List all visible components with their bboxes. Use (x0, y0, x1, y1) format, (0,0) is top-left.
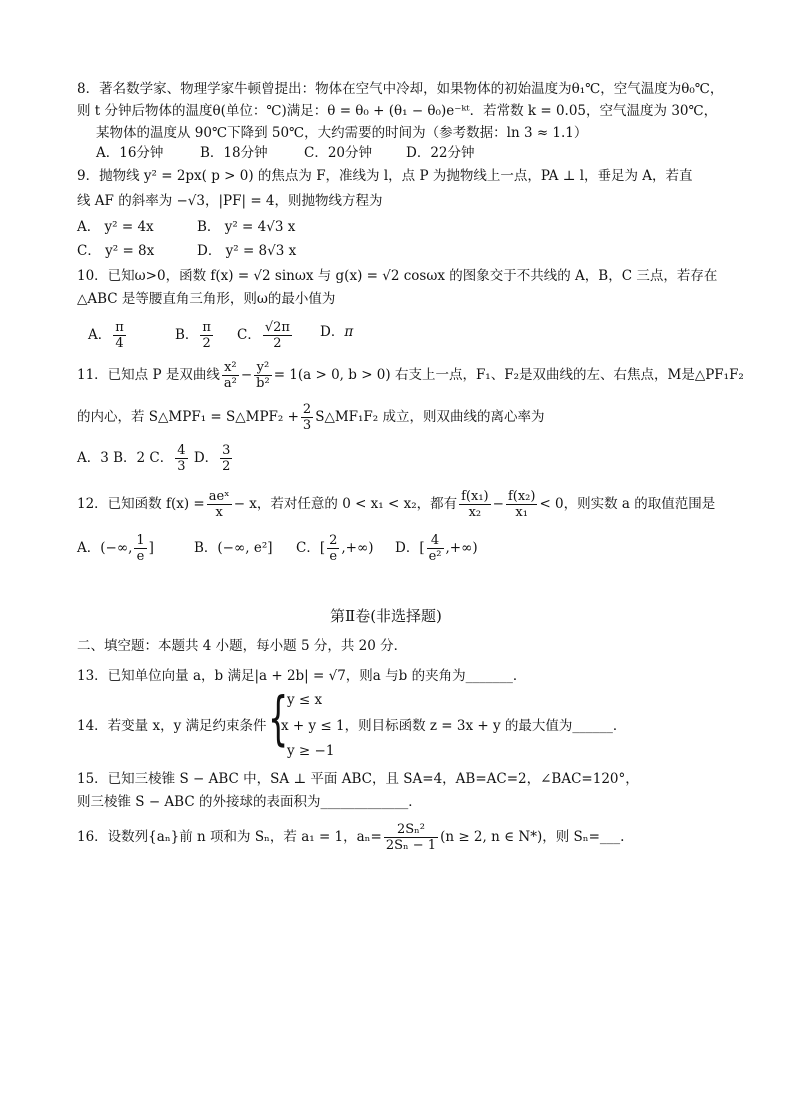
part2-title: 第Ⅱ卷(非选择题) (330, 607, 442, 625)
fraction: $\frac{2}{3}$ (302, 402, 312, 433)
fraction: $\frac{\text{y²}}{\text{b²}}$ (256, 360, 270, 391)
fraction: $\frac{√2\pi}{2}$ (264, 320, 290, 351)
q8-line1: 8．著名数学家、物理学家牛顿曾提出：物体在空气中冷却，如果物体的初始温度为θ₁℃，空气温度为θ₀℃， (77, 81, 724, 97)
q14-constraint1: y ≤ x (287, 692, 323, 708)
q10-option-c: C． $\frac{√2\pi}{2}$ (237, 320, 290, 351)
fraction: $\frac{4}{3}$ (177, 443, 186, 474)
q8-option-b: B．18分钟 (200, 145, 268, 161)
q12-option-a: A．(−∞, $\frac{1}{e}$ ] (77, 533, 154, 564)
fraction: $\frac{\text{f(x₁)}}{\text{x₂}}$ (461, 489, 489, 520)
fraction: $\frac{2}{e}$ (329, 533, 338, 564)
q10-option-b: B． $\frac{\pi}{2}$ (175, 320, 211, 351)
fraction: $\frac{3}{2}$ (222, 443, 231, 474)
fraction: $\frac{\pi}{4}$ (115, 320, 124, 351)
fraction: $\frac{\text{aeˣ}}{x}$ (208, 489, 230, 520)
q12-option-c: C．[ $\frac{2}{e}$ ,+∞) (296, 533, 374, 564)
q10-line1: 10．已知ω>0，函数 f(x) = √2 sinωx 与 g(x) = √2 cosωx 的图象交于不共线的 A，B，C 三点，若存在 (77, 268, 718, 284)
q10-option-d: D．π (320, 324, 354, 340)
q9-line1: 9．抛物线 y² = 2px( p > 0) 的焦点为 F，准线为 l，点 P 为抛物线上一点，PA ⊥ l，垂足为 A，若直 (77, 168, 693, 184)
fraction: $\frac{\pi}{2}$ (202, 320, 211, 351)
q13-line: 13．已知单位向量 a，b 满足|a + 2b| = √7，则a 与b 的夹角为_______． (77, 668, 527, 684)
q8-option-d: D．22分钟 (406, 145, 475, 161)
fill-in-intro: 二、填空题：本题共 4 小题，每小题 5 分，共 20 分． (77, 638, 408, 654)
q8-option-c: C．20分钟 (304, 145, 373, 161)
q9-line2: 线 AF 的斜率为 −√3，|PF| = 4，则抛物线方程为 (77, 193, 383, 209)
q9-option-c: C． y² = 8x (77, 243, 155, 259)
q9-option-b: B． y² = 4√3 x (197, 219, 296, 235)
q15-line2: 则三棱锥 S − ABC 的外接球的表面积为_____________． (77, 794, 422, 810)
q10-option-a: A． $\frac{\pi}{4}$ (88, 320, 124, 351)
q11-options: A．3 B．2 C． $\frac{4}{3}$ D． $\frac{3}{2}$ (77, 443, 231, 474)
q8-option-a: A．16分钟 (96, 145, 164, 161)
q14-prefix: 14．若变量 x，y 满足约束条件 (77, 718, 267, 734)
q8-line3: 某物体的温度从 90℃下降到 50℃，大约需要的时间为（参考数据：ln 3 ≈ 1.1） (96, 125, 588, 141)
q10-line2: △ABC 是等腰直角三角形，则ω的最小值为 (77, 291, 336, 307)
q9-option-a: A． y² = 4x (77, 219, 154, 235)
q14-constraint2: x + y ≤ 1，则目标函数 z = 3x + y 的最大值为______． (281, 718, 627, 734)
fraction: $\frac{1}{e}$ (136, 533, 145, 564)
q14-constraint3: y ≥ −1 (287, 743, 335, 759)
q15-line1: 15．已知三棱锥 S − ABC 中，SA ⊥ 平面 ABC，且 SA=4，AB=AC=2，∠BAC=120°， (77, 771, 639, 787)
fraction: $\frac{4}{\text{e²}}$ (428, 533, 442, 564)
q12-option-d: D．[ $\frac{4}{\text{e²}}$ ,+∞) (395, 533, 478, 564)
q11-line2: 的内心，若 S△MPF₁ = S△MPF₂ + $\frac{2}{3}$ S△MF₁F₂ 成立，则双曲线的离心率为 (77, 402, 545, 433)
fraction: $\frac{\text{2Sₙ²}}{\text{2Sₙ − 1}}$ (385, 822, 437, 853)
q9-option-d: D． y² = 8√3 x (197, 243, 297, 259)
q12-option-b: B．(−∞, e²] (194, 540, 273, 556)
q11-line1: 11．已知点 P 是双曲线 $\frac{\text{x²}}{\text{a²}}$ − $\frac{\text{y²}}{\text{b²}}$ = 1(a > 0, b > 0) 右支上一点，F₁、F₂是双曲线的左、右焦点，M是△PF₁F₂ (77, 360, 744, 391)
q12-line1: 12．已知函数 f(x) = $\frac{\text{aeˣ}}{x}$ − x，若对任意的 0 < x₁ < x₂，都有 $\frac{\text{f(x₁)}}{\text{x₂}}$ − $\frac{\text{f(x₂)}}{\text{x₁}}$ < 0，则实数 a 的取值范围是 (77, 489, 716, 520)
q16-line: 16．设数列{aₙ}前 n 项和为 Sₙ，若 a₁ = 1，aₙ= $\frac{\text{2Sₙ²}}{\text{2Sₙ − 1}}$ (n ≥ 2, n ∈ N*)，则 Sₙ=___. (77, 822, 625, 853)
fraction: $\frac{\text{f(x₂)}}{\text{x₁}}$ (507, 489, 536, 520)
q14-brace: { (268, 684, 289, 752)
q8-line2: 则 t 分钟后物体的温度θ(单位：℃)满足：θ = θ₀ + (θ₁ − θ₀)e⁻ᵏᵗ．若常数 k = 0.05，空气温度为 30℃， (77, 103, 718, 119)
fraction: $\frac{\text{x²}}{\text{a²}}$ (223, 360, 237, 391)
